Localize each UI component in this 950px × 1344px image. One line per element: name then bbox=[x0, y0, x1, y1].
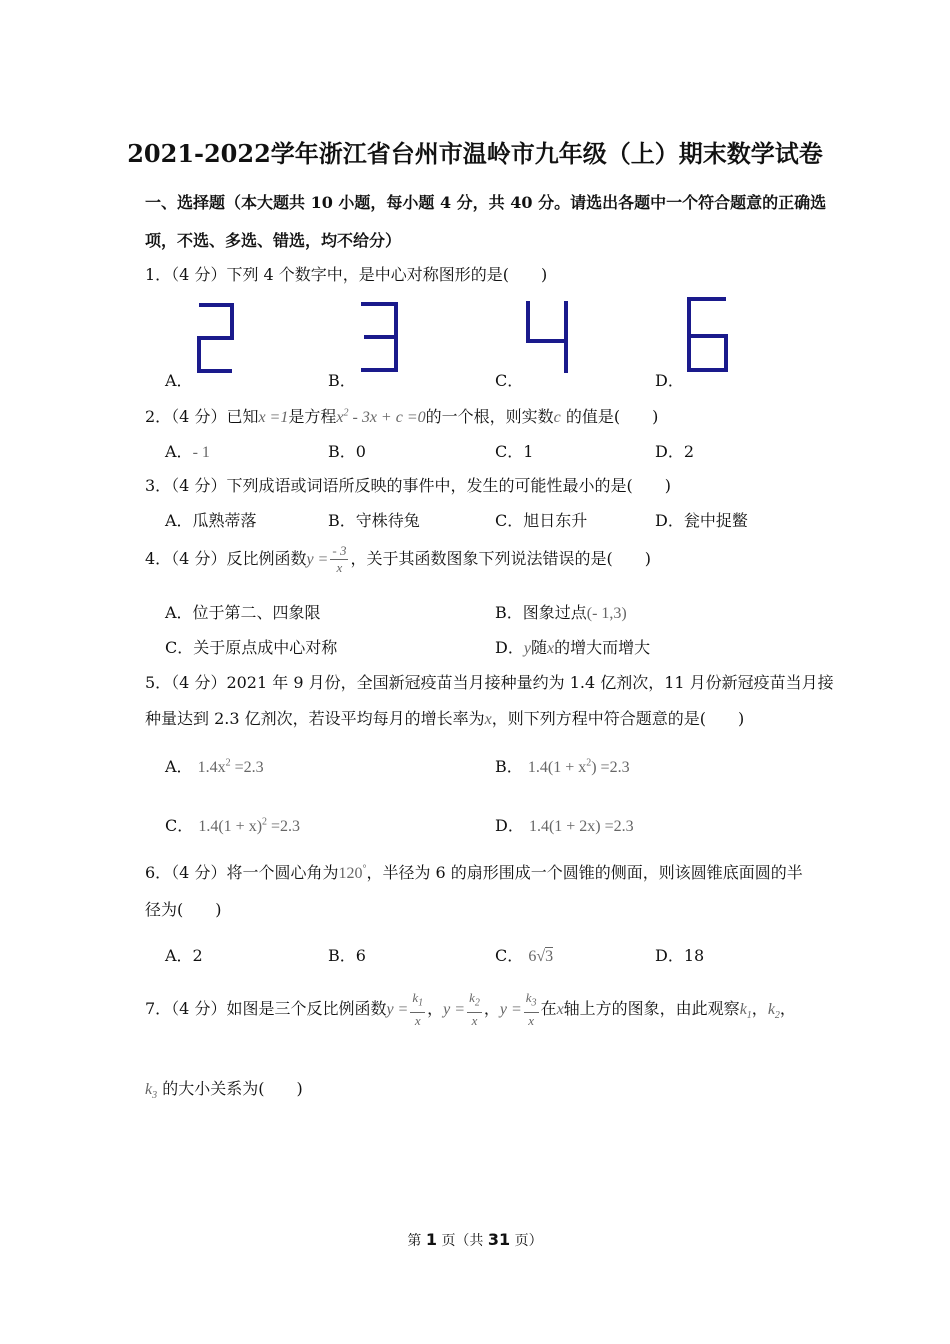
q1-option-a-label: A． bbox=[165, 371, 193, 390]
q3-option-c: C．旭日东升 bbox=[495, 511, 588, 530]
q4-option-d: D．y随x的增大而增大 bbox=[495, 638, 651, 657]
q6-option-a: A．2 bbox=[165, 946, 203, 965]
question-7-line1: 7．（4 分）如图是三个反比例函数y = $\frac{k_1}{x}$ ，y = $\frac{k_2}{x}$ ，y = $\frac{k_3}{x}$ 在x轴上方的图象，由此观察$k_1$，$k_2$， bbox=[145, 990, 796, 1028]
section-heading-line1: 一、选择题（本大题共 10 小题，每小题 4 分，共 40 分。请选出各题中一个符合题意的正确选 bbox=[145, 193, 827, 212]
q1-option-d-label: D． bbox=[655, 371, 684, 390]
q4-option-c: C．关于原点成中心对称 bbox=[165, 638, 338, 657]
q4-option-a: A．位于第二、四象限 bbox=[165, 603, 321, 622]
question-6-line2: 径为( ) bbox=[145, 900, 222, 919]
question-3-stem: 3．（4 分）下列成语或词语所反映的事件中，发生的可能性最小的是( ) bbox=[145, 476, 671, 495]
question-1-stem: 1．（4 分）下列 4 个数字中，是中心对称图形的是( ) bbox=[145, 265, 548, 284]
q5-option-b: B． $1.4(1 + x^2) =2.3$ bbox=[495, 757, 630, 776]
digit-4-figure bbox=[524, 299, 572, 375]
question-7-line2: $k_3$ 的大小关系为( ) bbox=[145, 1079, 303, 1102]
q3-option-a: A．瓜熟蒂落 bbox=[165, 511, 257, 530]
section-heading-line2: 项，不选、多选、错选，均不给分） bbox=[145, 231, 402, 250]
q6-option-b: B．6 bbox=[328, 946, 366, 965]
q6-option-c: C． 6√3 bbox=[495, 946, 554, 965]
question-6-line1: 6．（4 分）将一个圆心角为120°，半径为 6 的扇形围成一个圆锥的侧面，则该圆锥底面圆的半 bbox=[145, 863, 803, 882]
q4-option-b: B．图象过点(- 1,3) bbox=[495, 603, 627, 622]
q1-option-c-label: C． bbox=[495, 371, 524, 390]
question-5-line2: 种量达到 2.3 亿剂次，若设平均每月的增长率为x，则下列方程中符合题意的是( ) bbox=[145, 709, 745, 728]
q2-option-d: D．2 bbox=[655, 442, 695, 461]
sqrt-symbol: √ bbox=[536, 948, 546, 965]
q5-option-d: D． 1.4(1 + 2x) =2.3 bbox=[495, 816, 634, 835]
question-5-line1: 5．（4 分）2021 年 9 月份，全国新冠疫苗当月接种量约为 1.4 亿剂次，11 月份新冠疫苗当月接 bbox=[145, 673, 834, 692]
digit-6-figure bbox=[686, 296, 730, 374]
page-footer: 第 1 页（共 31 页） bbox=[407, 1230, 543, 1249]
q3-option-d: D．瓮中捉鳖 bbox=[655, 511, 748, 530]
digit-2-figure bbox=[196, 302, 236, 374]
q6-option-d: D．18 bbox=[655, 946, 705, 965]
q2-option-c: C．1 bbox=[495, 442, 534, 461]
q2-option-b: B．0 bbox=[328, 442, 366, 461]
digit-3-figure bbox=[358, 301, 400, 373]
question-2-stem: 2．（4 分）已知x =1是方程$x^2 - 3x + c =0$的一个根，则实数c 的值是( ) bbox=[145, 407, 659, 426]
q5-option-c: C． $1.4(1 + x)^2 =2.3$ bbox=[165, 816, 301, 835]
q5-option-a: A． $1.4x^2 =2.3$ bbox=[165, 757, 264, 776]
question-4-stem: 4．（4 分）反比例函数y = $\frac{- 3}{x}$ ，关于其函数图象下列说法错误的是( ) bbox=[145, 543, 651, 575]
q2-option-a: A．- 1 bbox=[165, 442, 210, 461]
q1-option-b-label: B． bbox=[328, 371, 356, 390]
q3-option-b: B．守株待兔 bbox=[328, 511, 420, 530]
page-title: 2021-2022学年浙江省台州市温岭市九年级（上）期末数学试卷 bbox=[127, 139, 823, 168]
